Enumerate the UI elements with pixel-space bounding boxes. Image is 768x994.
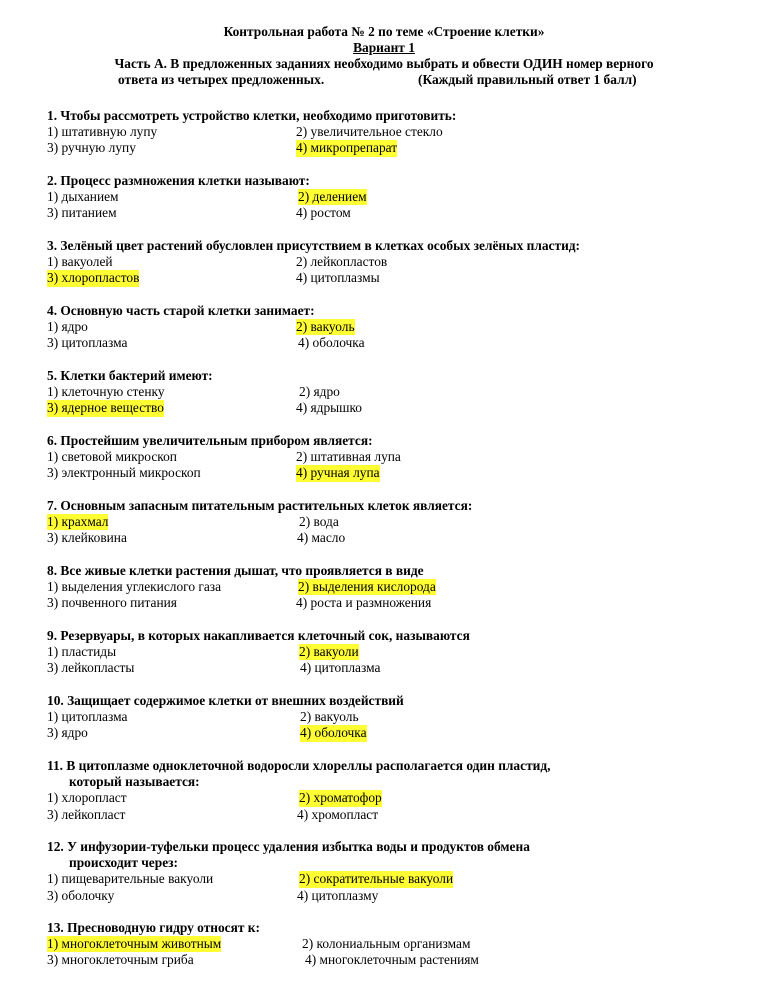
answer-option: 1) цитоплазма bbox=[47, 709, 128, 725]
answer-option: 1) дыханием bbox=[47, 189, 119, 205]
answer-option-highlighted: 4) микропрепарат bbox=[296, 140, 398, 156]
answer-option-highlighted: 2) сократительные вакуоли bbox=[299, 871, 454, 887]
answer-option-highlighted: 2) вакуоли bbox=[299, 644, 359, 660]
answer-option-highlighted: 2) хроматофор bbox=[299, 790, 382, 806]
answer-option: 3) ручную лупу bbox=[47, 140, 136, 156]
answer-option: 1) штативную лупу bbox=[47, 124, 158, 140]
answer-option: 3) многоклеточным гриба bbox=[47, 952, 194, 968]
part-instructions-line2: ответа из четырех предложенных. bbox=[118, 72, 325, 87]
question-text: 4. Основную часть старой клетки занимает: bbox=[47, 303, 315, 318]
question-text: 9. Резервуары, в которых накапливается клеточный сок, называются bbox=[47, 628, 470, 643]
score-note: (Каждый правильный ответ 1 балл) bbox=[418, 72, 637, 87]
answer-option: 1) клеточную стенку bbox=[47, 384, 165, 400]
answer-option: 3) ядро bbox=[47, 725, 88, 741]
question-text: 13. Пресноводную гидру относят к: bbox=[47, 920, 260, 935]
answer-option-highlighted: 1) многоклеточным животным bbox=[47, 936, 222, 952]
answer-option: 3) цитоплазма bbox=[47, 335, 128, 351]
answer-option-highlighted: 4) оболочка bbox=[300, 725, 367, 741]
answer-option: 1) пластиды bbox=[47, 644, 117, 660]
answer-option: 2) лейкопластов bbox=[296, 254, 388, 270]
question-10 bbox=[47, 693, 747, 742]
question-text: 8. Все живые клетки растения дышат, что проявляется в виде bbox=[47, 563, 424, 578]
answer-option: 3) клейковина bbox=[47, 530, 127, 546]
question-1 bbox=[47, 108, 747, 157]
test-title: Контрольная работа № 2 по теме «Строение клетки» bbox=[223, 24, 545, 39]
answer-option-highlighted: 4) ручная лупа bbox=[296, 465, 380, 481]
question-text-continued: происходит через: bbox=[69, 855, 178, 871]
answer-option: 2) штативная лупа bbox=[296, 449, 401, 465]
part-instructions-line1: Часть А. В предложенных заданиях необходимо выбрать и обвести ОДИН номер верного bbox=[114, 56, 654, 71]
answer-option: 2) вакуоль bbox=[300, 709, 359, 725]
question-text: 2. Процесс размножения клетки называют: bbox=[47, 173, 310, 188]
answer-option: 4) цитоплазмы bbox=[296, 270, 380, 286]
answer-option-highlighted: 2) вакуоль bbox=[296, 319, 355, 335]
question-11 bbox=[47, 758, 747, 823]
question-8 bbox=[47, 563, 747, 612]
question-text: 7. Основным запасным питательным растительных клеток является: bbox=[47, 498, 473, 513]
answer-option: 4) роста и размножения bbox=[296, 595, 432, 611]
answer-option: 1) выделения углекислого газа bbox=[47, 579, 222, 595]
answer-option-highlighted: 2) делением bbox=[298, 189, 367, 205]
question-5 bbox=[47, 368, 747, 417]
answer-option: 4) многоклеточным растениям bbox=[305, 952, 479, 968]
answer-option: 1) ядро bbox=[47, 319, 88, 335]
question-text: 10. Защищает содержимое клетки от внешних воздействий bbox=[47, 693, 404, 708]
question-6 bbox=[47, 433, 747, 482]
variant-label: Вариант 1 bbox=[353, 40, 415, 55]
answer-option: 1) вакуолей bbox=[47, 254, 113, 270]
answer-option: 4) цитоплазма bbox=[300, 660, 381, 676]
answer-option: 4) цитоплазму bbox=[297, 887, 379, 903]
answer-option: 3) электронный микроскоп bbox=[47, 465, 201, 481]
question-text: 5. Клетки бактерий имеют: bbox=[47, 368, 213, 383]
question-text: 11. В цитоплазме одноклеточной водоросли хлореллы располагается один пластид, bbox=[47, 758, 551, 773]
answer-option: 1) пищеварительные вакуоли bbox=[47, 871, 214, 887]
answer-option: 1) световой микроскоп bbox=[47, 449, 177, 465]
answer-option: 3) оболочку bbox=[47, 887, 115, 903]
answer-option-highlighted: 3) хлоропластов bbox=[47, 270, 140, 286]
answer-option-highlighted: 3) ядерное вещество bbox=[47, 400, 164, 416]
question-3 bbox=[47, 238, 747, 287]
question-text: 3. Зелёный цвет растений обусловлен присутствием в клетках особых зелёных пластид: bbox=[47, 238, 581, 253]
question-2 bbox=[47, 173, 747, 222]
answer-option: 4) хромопласт bbox=[297, 806, 379, 822]
question-text-continued: который называется: bbox=[69, 774, 200, 790]
answer-option: 3) питанием bbox=[47, 205, 117, 221]
answer-option: 2) колониальным организмам bbox=[302, 936, 471, 952]
answer-option: 2) ядро bbox=[299, 384, 340, 400]
answer-option-highlighted: 2) выделения кислорода bbox=[298, 579, 436, 595]
answer-option: 4) ядрышко bbox=[296, 400, 362, 416]
answer-option: 3) лейкопласты bbox=[47, 660, 135, 676]
question-9 bbox=[47, 628, 747, 677]
question-13 bbox=[47, 920, 747, 969]
question-text: 6. Простейшим увеличительным прибором является: bbox=[47, 433, 373, 448]
answer-option: 4) оболочка bbox=[298, 335, 365, 351]
answer-option: 4) масло bbox=[297, 530, 346, 546]
question-12 bbox=[47, 839, 747, 904]
question-7 bbox=[47, 498, 747, 547]
answer-option: 4) ростом bbox=[296, 205, 351, 221]
question-text: 12. У инфузории-туфельки процесс удаления избытка воды и продуктов обмена bbox=[47, 839, 530, 854]
answer-option: 3) почвенного питания bbox=[47, 595, 177, 611]
answer-option: 1) хлоропласт bbox=[47, 790, 127, 806]
answer-option: 2) увеличительное стекло bbox=[296, 124, 443, 140]
answer-option: 3) лейкопласт bbox=[47, 806, 126, 822]
answer-option: 2) вода bbox=[299, 514, 339, 530]
answer-option-highlighted: 1) крахмал bbox=[47, 514, 109, 530]
question-text: 1. Чтобы рассмотреть устройство клетки, необходимо приготовить: bbox=[47, 108, 457, 123]
question-4 bbox=[47, 303, 747, 352]
